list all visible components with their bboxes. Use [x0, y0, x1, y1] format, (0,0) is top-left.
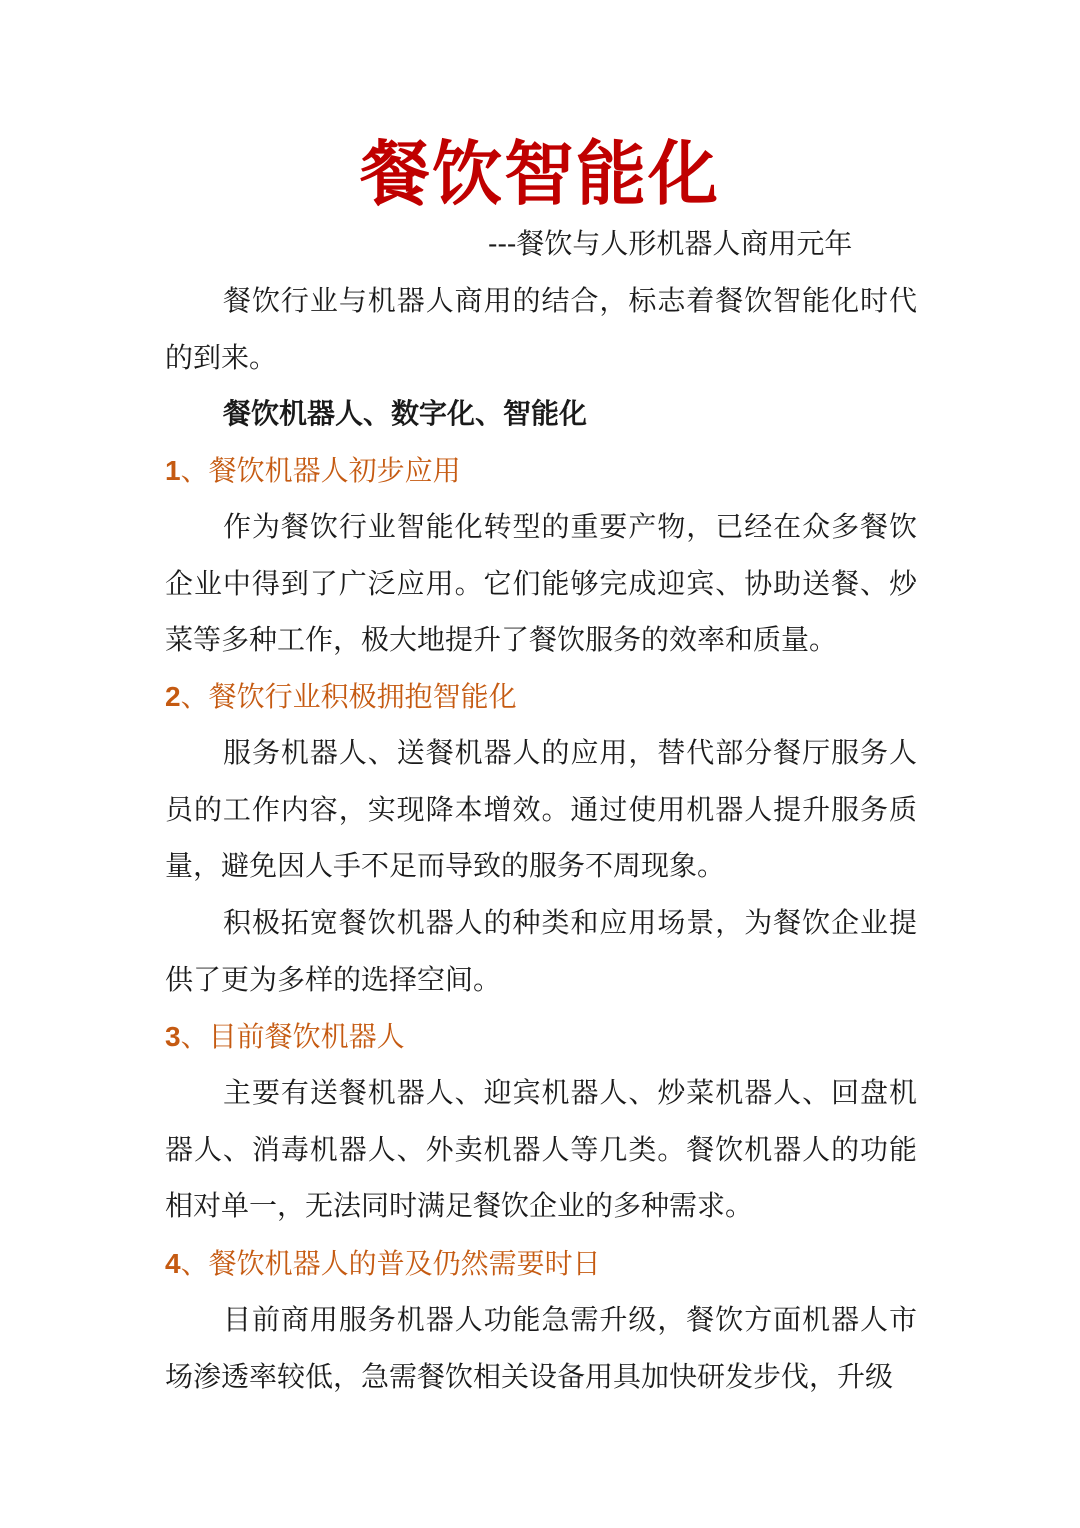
- document-subtitle: ---餐饮与人形机器人商用元年: [488, 227, 853, 260]
- section-number: 2: [165, 681, 181, 712]
- section-2-paragraph-2: 积极拓宽餐饮机器人的种类和应用场景，为餐饮企业提供了更为多样的选择空间。: [165, 906, 917, 996]
- section-heading-3: [165, 1015, 405, 1059]
- section-4-paragraph-1: 目前商用服务机器人功能急需升级，餐饮方面机器人市场渗透率较低，急需餐饮相关设备用具加快研发步伐，升级: [165, 1303, 917, 1393]
- section-number: 1: [165, 455, 181, 486]
- section-heading-text: 、餐饮机器人的普及仍然需要时日: [180, 1247, 601, 1280]
- document-title: 餐饮智能化: [360, 132, 720, 215]
- section-heading-text: 、餐饮机器人初步应用: [180, 454, 461, 487]
- section-number: 3: [165, 1021, 181, 1052]
- section-heading-4: [165, 1242, 601, 1286]
- section-heading-text: 、餐饮行业积极拥抱智能化: [180, 680, 517, 713]
- section-heading-2: [165, 675, 517, 719]
- section-3-paragraph-1: 主要有送餐机器人、迎宾机器人、炒菜机器人、回盘机器人、消毒机器人、外卖机器人等几类。餐饮机器人的功能相对单一，无法同时满足餐饮企业的多种需求。: [165, 1076, 917, 1222]
- section-heading-text: 、目前餐饮机器人: [180, 1020, 405, 1053]
- section-subhead: 餐饮机器人、数字化、智能化: [223, 397, 588, 430]
- section-number: 4: [165, 1248, 181, 1279]
- section-1-paragraph-1: 作为餐饮行业智能化转型的重要产物，已经在众多餐饮企业中得到了广泛应用。它们能够完成迎宾、协助送餐、炒菜等多种工作，极大地提升了餐饮服务的效率和质量。: [165, 510, 917, 656]
- section-heading-1: [165, 449, 461, 493]
- intro-paragraph: 餐饮行业与机器人商用的结合，标志着餐饮智能化时代的到来。: [165, 284, 917, 374]
- section-2-paragraph-1: 服务机器人、送餐机器人的应用，替代部分餐厅服务人员的工作内容，实现降本增效。通过使用机器人提升服务质量，避免因人手不足而导致的服务不周现象。: [165, 736, 917, 882]
